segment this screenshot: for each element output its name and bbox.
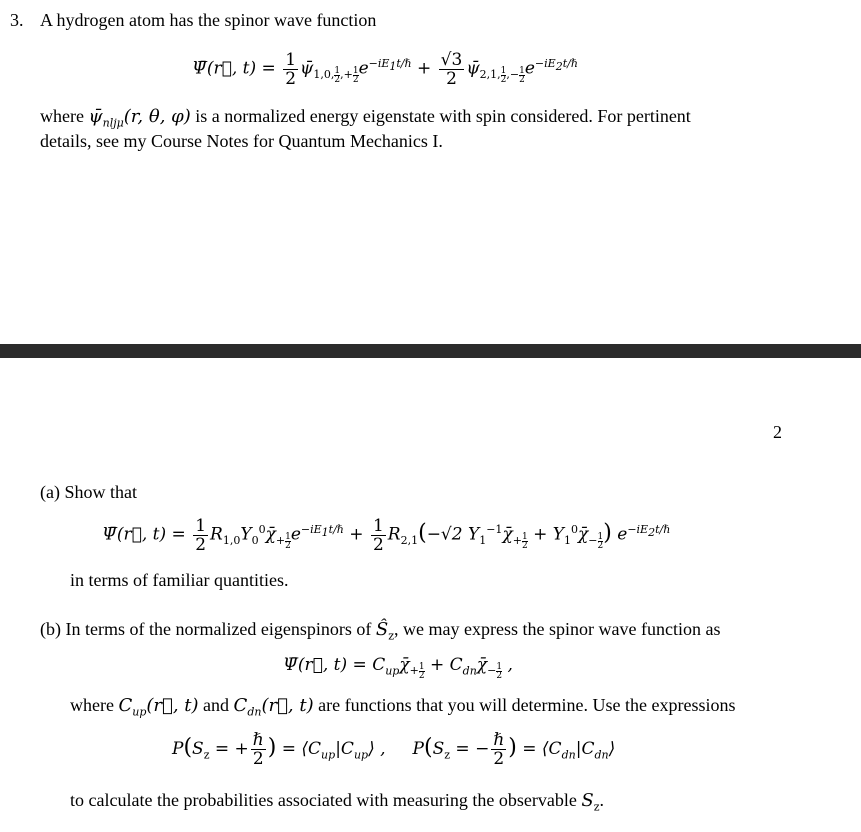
c-dn-symbol: $C_{dn}(r⃗$, t) — [233, 695, 314, 719]
part-b-and: and — [203, 695, 230, 715]
equation-probabilities: $P(S_z$ = + $\frac{\text{ℏ}}{2}$ ) = $⟨C_{up}|C_{up}⟩$ , $P(S_z$ = − $\frac{\text{ℏ}}{2}$ ) = $⟨C_{dn}|C_{dn}⟩$ — [172, 730, 616, 769]
part-b-where-tail: are functions that you will determine. Use the expressions — [318, 695, 736, 715]
psi-nlju-symbol: $\psī_{nlj\mu}(r$, θ, φ) — [88, 106, 191, 130]
sz-operator: $Ŝ_z$ — [375, 619, 395, 643]
part-b-intro-line — [40, 617, 720, 649]
equation-part-a: Ψ̄(r⃗, t) = $\frac{1}{2}$ $R_{1,0}Y_0^0\chī_{+ \frac{1}{2}}$ $e^{-iE_1t/\hbar}$ + $\frac{1}{2}$ $R_{2,1}(-√2$ $Y_1^{-1}\chī_{+ \frac{1}{2}}$ + $Y_1^0\chī_{- \frac{1}{2}}$ ) $e^{-iE_2t/\hbar}$ — [102, 515, 671, 555]
part-b-intro-tail: , we may express the spinor wave function as — [394, 619, 721, 639]
where-word: where — [40, 106, 84, 126]
part-b-intro: (b) In terms of the normalized eigenspinors of — [40, 619, 372, 639]
c-up-symbol: $C_{up}(r⃗$, t) — [118, 695, 199, 719]
part-b-final-line: to calculate the probabilities associated with measuring the observable $S_z$. — [70, 790, 604, 814]
page-divider — [0, 344, 861, 358]
where-tail: is a normalized energy eigenstate with spin considered. For pertinent — [195, 106, 691, 126]
details-line: details, see my Course Notes for Quantum Mechanics I. — [40, 131, 443, 151]
part-a-tail: in terms of familiar quantities. — [70, 570, 289, 590]
equation-part-b-spinor: Ψ̄(r⃗, $t) = C_{up}\chī_{+ \frac{1}{2}}$ + $C_{dn}\chī_{- \frac{1}{2}}$ , — [283, 655, 513, 682]
problem-statement: A hydrogen atom has the spinor wave function — [40, 10, 377, 30]
part-b-where-line — [70, 693, 736, 725]
problem-number: 3. — [10, 10, 24, 30]
page-number: 2 — [773, 422, 782, 442]
part-b-final: to calculate the probabilities associated with measuring the observable — [70, 790, 577, 810]
part-b-where: where — [70, 695, 114, 715]
part-a-label: (a) Show that — [40, 482, 137, 502]
sz-observable: $S_z$ — [581, 790, 600, 814]
equation-spinor-wavefunction: Ψ̄(r⃗, t) = $\frac{1}{2}$ $\psī_{1,0, \frac{1}{2} ,+ \frac{1}{2}}$ $e^{-iE_1t/\hbar}$ + $\frac{√3}{2}$ $\psī_{2,1, \frac{1}{2} ,- \frac{1}{2}}$ $e^{-iE_2t/\hbar}$ — [192, 49, 578, 89]
